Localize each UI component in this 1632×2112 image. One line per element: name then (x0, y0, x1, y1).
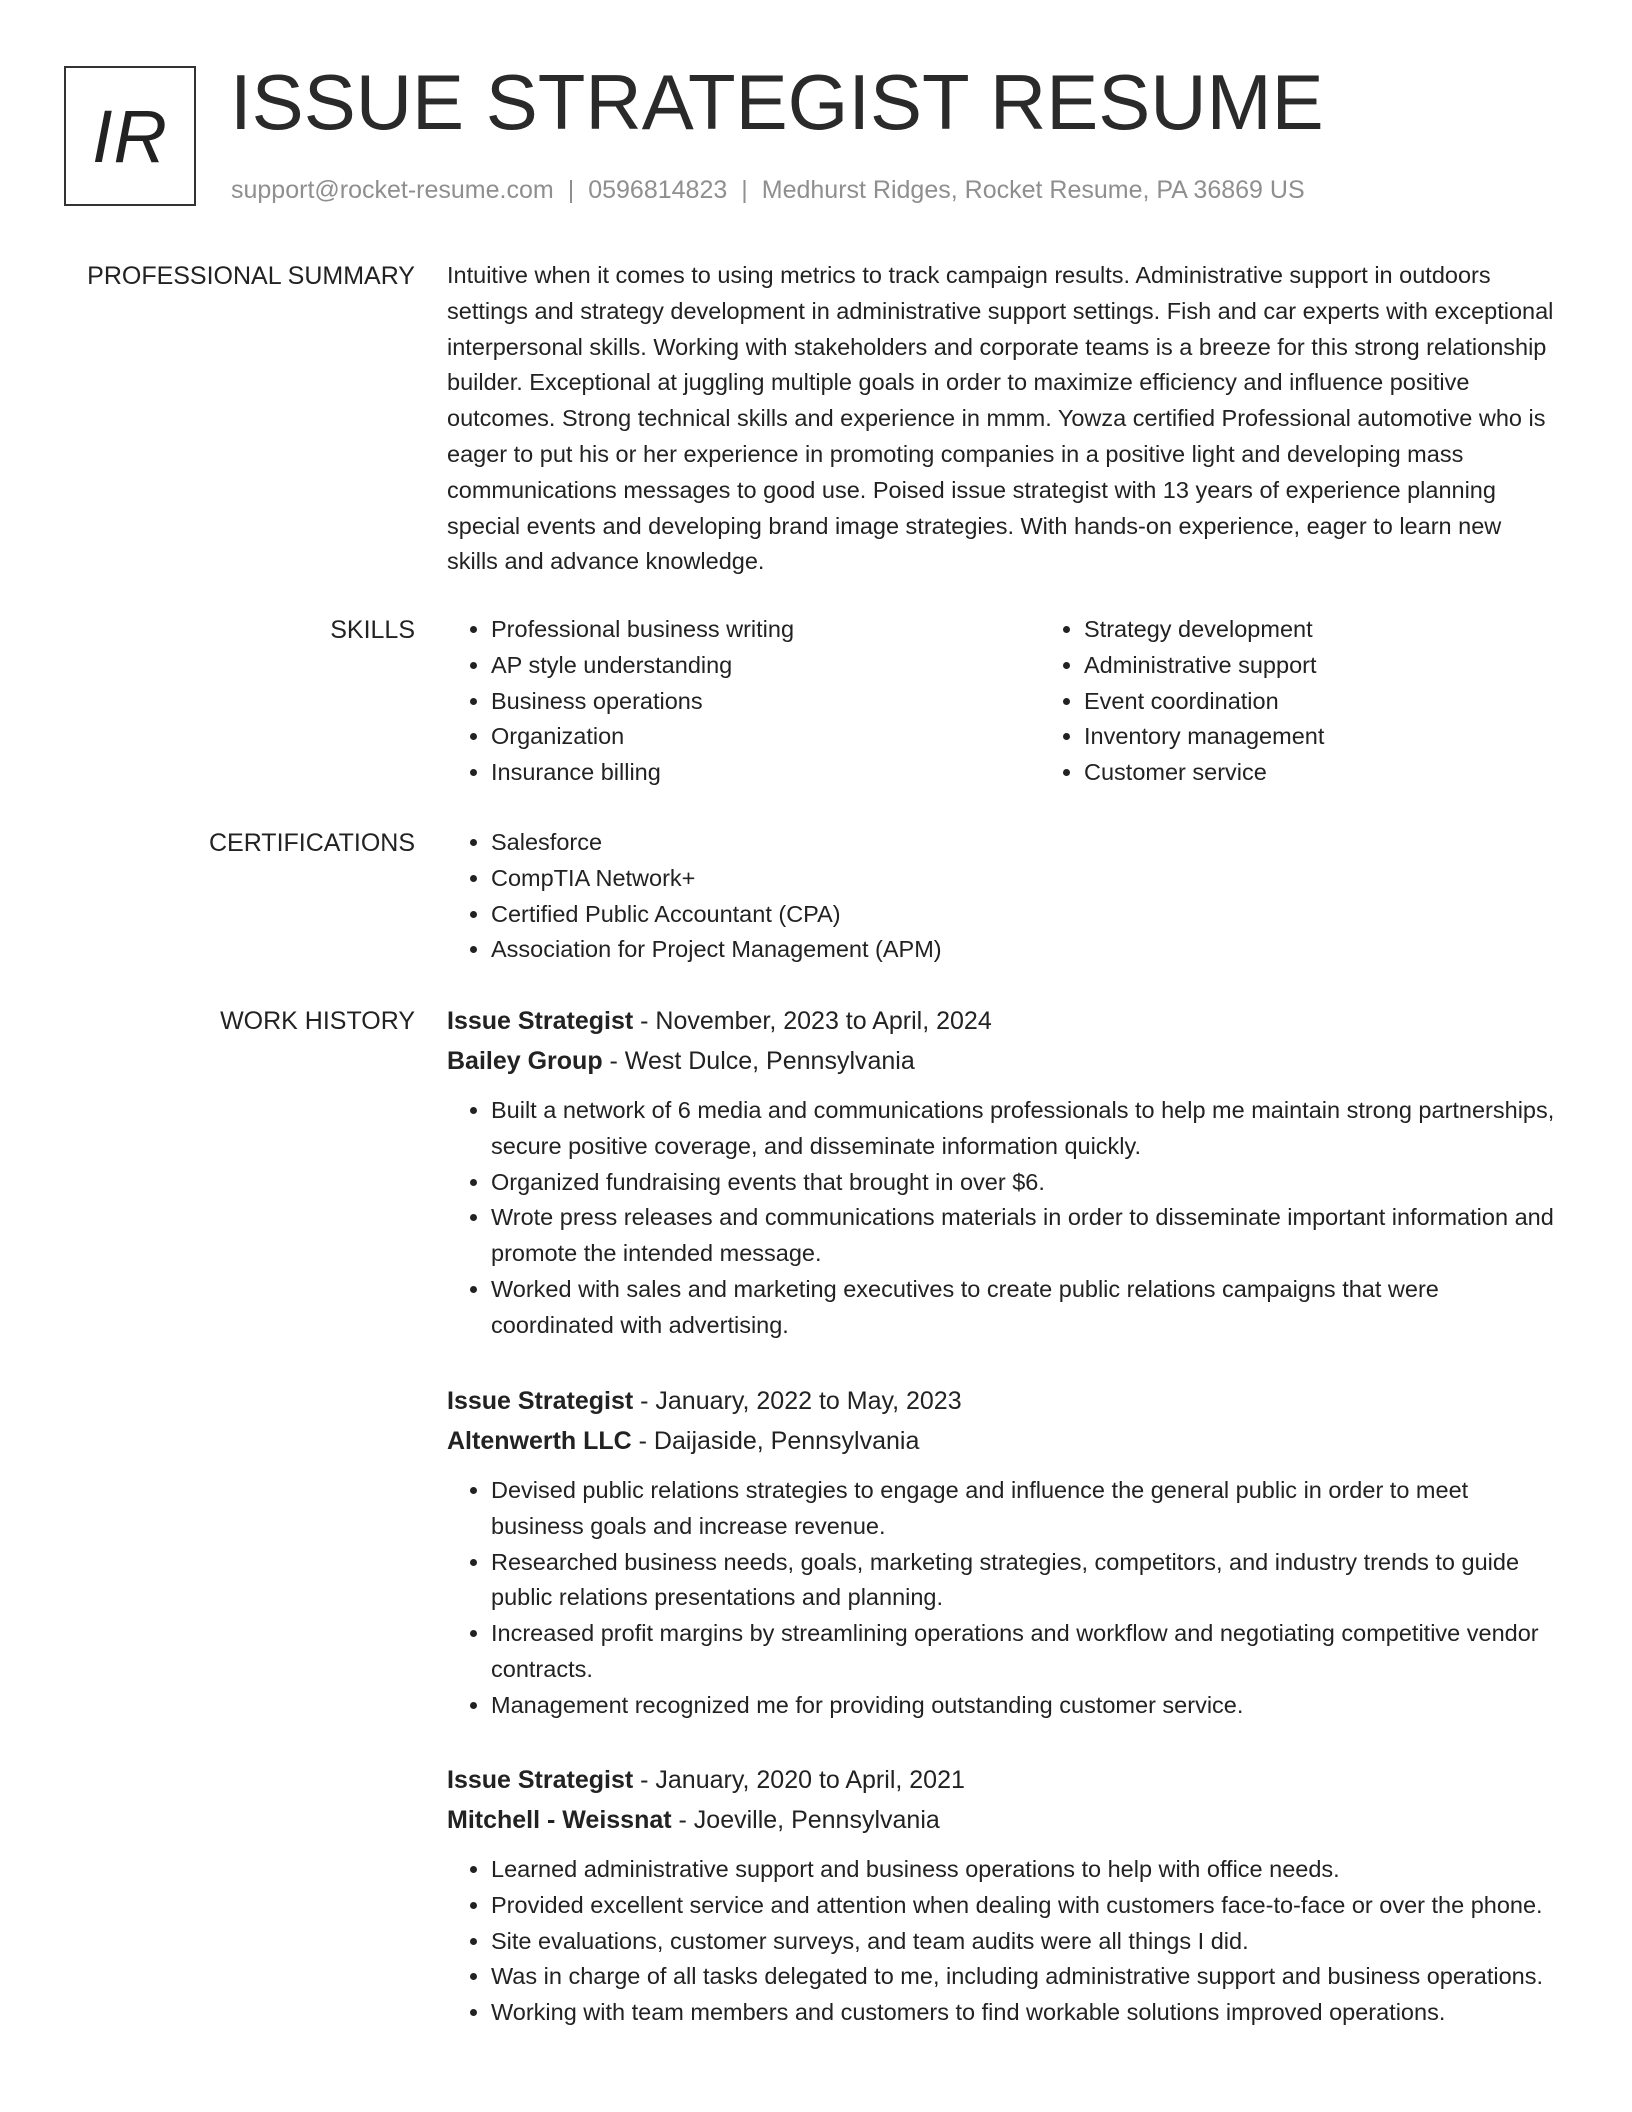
skill-item: • Organization (491, 719, 1040, 755)
job-title-line (447, 1760, 1557, 1800)
job-duties-list (447, 1852, 1557, 2031)
contact-separator: | (567, 176, 575, 204)
job-duty: • Increased profit margins by streamlining operations and workflow and negotiating competitive vendor contracts. (491, 1616, 1557, 1688)
job-title-line (447, 1001, 1557, 1041)
job-duty: • Site evaluations, customer surveys, and team audits were all things I did. (491, 1924, 1557, 1960)
job-company-line (447, 1041, 1557, 1081)
job-duty: • Was in charge of all tasks delegated to me, including administrative support and business operations. (491, 1959, 1557, 1995)
skills-list-right (1040, 612, 1632, 791)
job-company: Bailey Group (447, 1047, 603, 1075)
contact-address: Medhurst Ridges, Rocket Resume, PA 36869 US (761, 176, 1305, 204)
job-duty: • Researched business needs, goals, marketing strategies, competitors, and industry trends to guide public relations presentations and planning. (491, 1545, 1557, 1617)
job-duty: • Built a network of 6 media and communications professionals to help me maintain strong partnerships, secure positive coverage, and disseminate information quickly. (491, 1093, 1557, 1165)
skills-section (447, 612, 1557, 791)
certification-item: • Certified Public Accountant (CPA) (491, 897, 1557, 933)
work-history-heading: WORK HISTORY (220, 1007, 415, 1035)
skill-item: • Professional business writing (491, 612, 1040, 648)
summary-text: Intuitive when it comes to using metrics to track campaign results. Administrative support in outdoors settings and strategy development in administrative support settings. Fish and car experts with exceptional interpersonal skills. Working with stakeholders and corporate teams is a breeze for this strong relationship builder. Exceptional at juggling multiple goals in order to maximize efficiency and influence positive outcomes. Strong technical skills and experience in mmm. Yowza certified Professional automotive who is eager to put his or her experience in promoting companies in a positive light and developing mass communications messages to good use. Poised issue strategist with 13 years of experience planning special events and developing brand image strategies. With hands-on experience, eager to learn new skills and advance knowledge. (447, 262, 1554, 575)
job-duty: • Learned administrative support and business operations to help with office needs. (491, 1852, 1557, 1888)
summary-section (447, 258, 1557, 580)
skill-item: • AP style understanding (491, 648, 1040, 684)
skill-item: • Customer service (1084, 755, 1632, 791)
job-dates: - January, 2022 to May, 2023 (633, 1387, 962, 1415)
contact-line (231, 172, 1305, 208)
job-company: Altenwerth LLC (447, 1427, 632, 1455)
job-entry (447, 1381, 1557, 1724)
job-entry (447, 1760, 1557, 2031)
skill-item: • Event coordination (1084, 684, 1632, 720)
skills-heading: SKILLS (330, 616, 415, 644)
resume-title: ISSUE STRATEGIST RESUME (230, 58, 1324, 146)
job-title: Issue Strategist (447, 1387, 634, 1415)
job-entry (447, 1001, 1557, 1344)
skill-item: • Insurance billing (491, 755, 1040, 791)
job-duty: • Worked with sales and marketing executives to create public relations campaigns that were coordinated with advertising. (491, 1272, 1557, 1344)
certifications-list (447, 825, 1557, 968)
skills-list-left (447, 612, 1040, 791)
job-duty: • Devised public relations strategies to engage and influence the general public in order to meet business goals and increase revenue. (491, 1473, 1557, 1545)
certifications-section (447, 825, 1557, 968)
skill-item: • Business operations (491, 684, 1040, 720)
skill-item: • Administrative support (1084, 648, 1632, 684)
monogram-logo: IR (64, 66, 196, 206)
certification-item: • Association for Project Management (APM) (491, 932, 1557, 968)
job-duties-list (447, 1093, 1557, 1344)
certification-item: • CompTIA Network+ (491, 861, 1557, 897)
job-duty: • Working with team members and customers to find workable solutions improved operations. (491, 1995, 1557, 2031)
job-company: Mitchell - Weissnat (447, 1806, 672, 1834)
job-location: - Joeville, Pennsylvania (671, 1806, 940, 1834)
job-duty: • Wrote press releases and communications materials in order to disseminate important information and promote the intended message. (491, 1200, 1557, 1272)
job-dates: - November, 2023 to April, 2024 (633, 1007, 992, 1035)
job-title: Issue Strategist (447, 1007, 634, 1035)
job-company-line (447, 1421, 1557, 1461)
contact-email[interactable]: support@rocket-resume.com (231, 176, 554, 204)
contact-separator: | (741, 176, 748, 204)
job-duty: • Organized fundraising events that brought in over $6. (491, 1165, 1557, 1201)
job-dates: - January, 2020 to April, 2021 (633, 1766, 965, 1794)
job-location: - Daijaside, Pennsylvania (631, 1427, 920, 1455)
job-duty: • Provided excellent service and attention when dealing with customers face-to-face or over the phone. (491, 1888, 1557, 1924)
job-title-line (447, 1381, 1557, 1421)
skills-grid (447, 612, 1557, 791)
contact-phone[interactable]: 0596814823 (588, 176, 728, 204)
job-duty: • Management recognized me for providing outstanding customer service. (491, 1688, 1557, 1724)
skill-item: • Strategy development (1084, 612, 1632, 648)
summary-heading: PROFESSIONAL SUMMARY (87, 262, 415, 290)
job-duties-list (447, 1473, 1557, 1724)
job-location: - West Dulce, Pennsylvania (602, 1047, 915, 1075)
job-company-line (447, 1800, 1557, 1840)
job-title: Issue Strategist (447, 1766, 634, 1794)
skill-item: • Inventory management (1084, 719, 1632, 755)
certification-item: • Salesforce (491, 825, 1557, 861)
certifications-heading: CERTIFICATIONS (208, 829, 415, 857)
